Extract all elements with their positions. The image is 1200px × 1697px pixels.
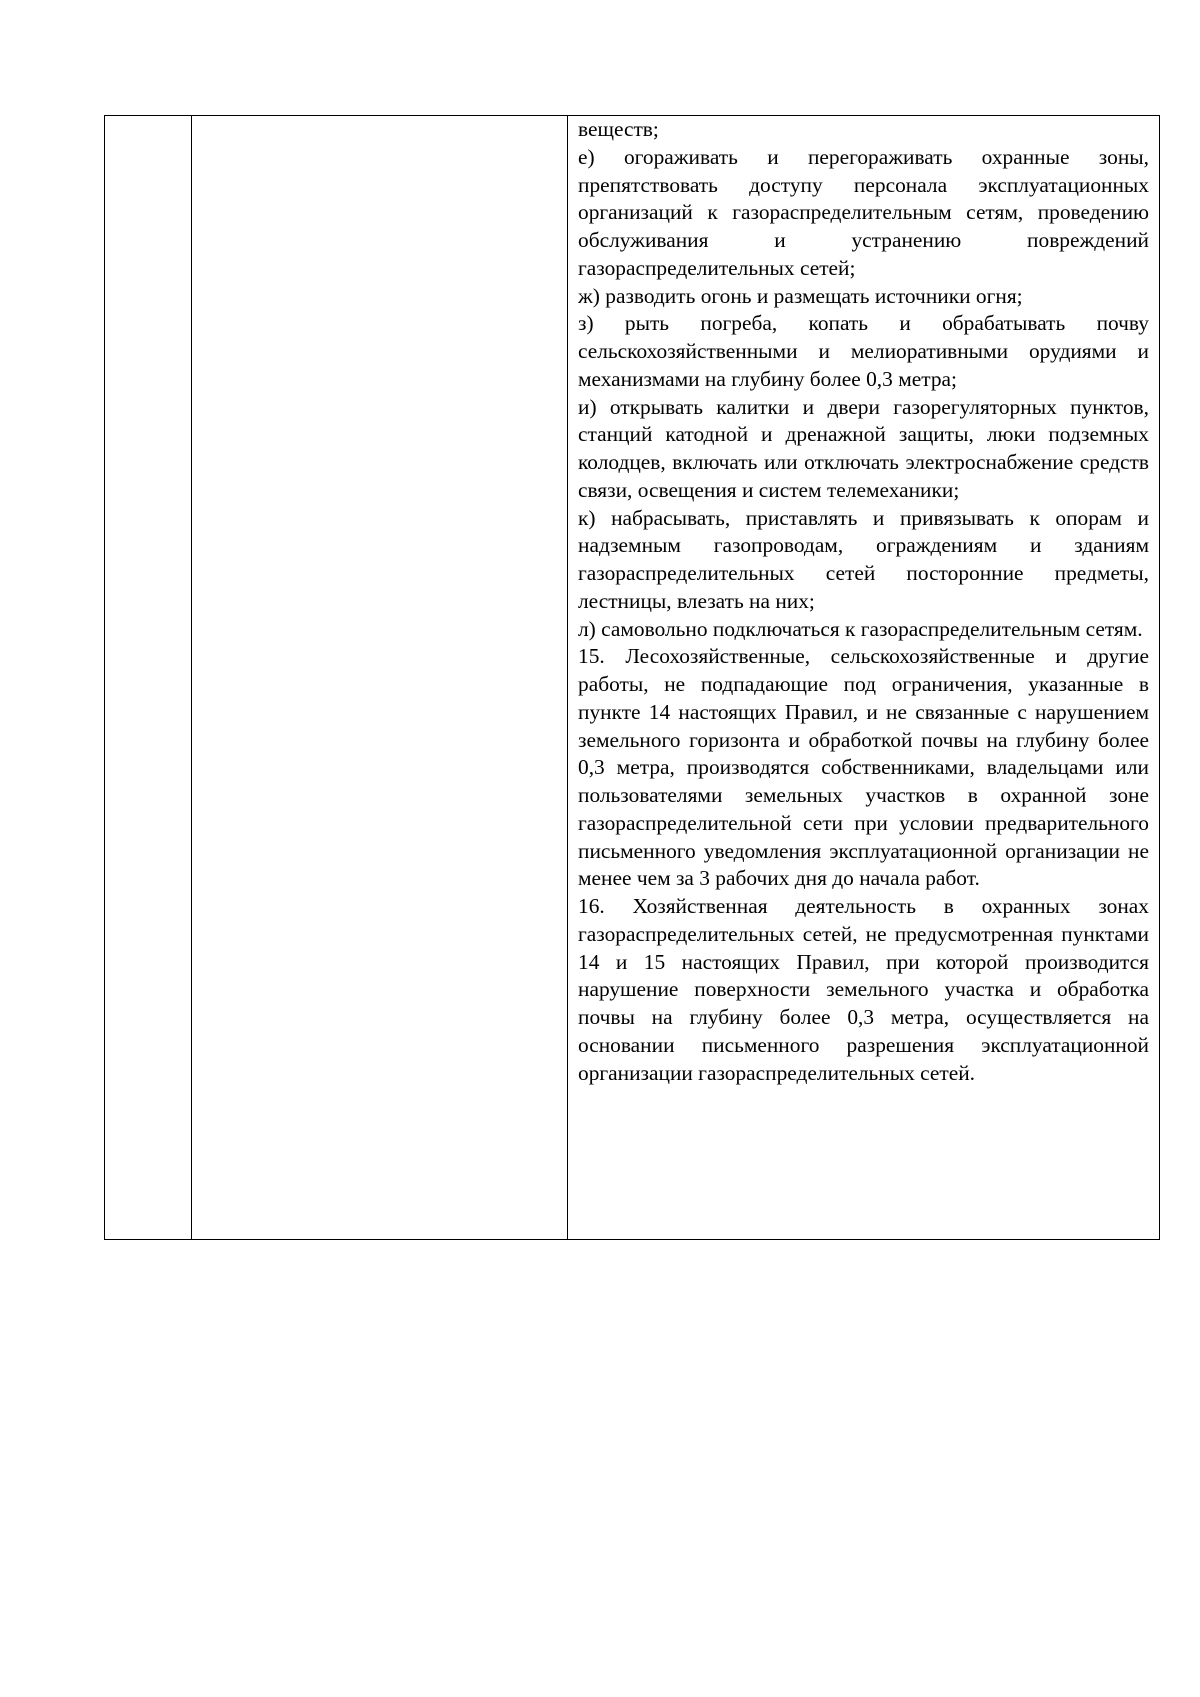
table-cell-content [568,116,1160,1240]
paragraph-item-l: л) самовольно подключаться к газораспределительным сетям. [578,616,1143,641]
paragraph-clause-16: 16. Хозяйственная деятельность в охранных зонах газораспределительных сетей, не предусмотренная пунктами 14 и 15 настоящих Правил, при которой производится нарушение поверхности земельного участка и обработка почвы на глубину более 0,3 метра, осуществляется на основании письменного разрешения эксплуатационной организации газораспределительных сетей. [578,894,1149,1085]
table-cell-number [105,116,192,1240]
table-row [105,116,1160,1240]
paragraph-item-zh: ж) разводить огонь и размещать источники огня; [578,283,1023,308]
paragraph-item-i: и) открывать калитки и двери газорегуляторных пунктов, станций катодной и дренажной защиты, люки подземных колодцев, включать или отключать электроснабжение средств связи, освещения и систем телемеханики; [578,394,1149,502]
document-table [104,115,1160,1240]
paragraph-continuation: веществ; [578,117,659,141]
paragraph-clause-15: 15. Лесохозяйственные, сельскохозяйственные и другие работы, не подпадающие под ограничения, указанные в пункте 14 настоящих Правил, и не связанные с нарушением земельного горизонта и обработкой почвы на глубину более 0,3 метра, производятся собственниками, владельцами или пользователями земельных участков в охранной зоне газораспределительной сети при условии предварительного письменного уведомления эксплуатационной организации не менее чем за 3 рабочих дня до начала работ. [578,644,1149,891]
cell-content-text [568,116,1159,1087]
paragraph-item-z: з) рыть погреба, копать и обрабатывать почву сельскохозяйственными и мелиоративными орудиями и механизмами на глубину более 0,3 метра; [578,311,1149,391]
table-cell-title [192,116,568,1240]
paragraph-item-k: к) набрасывать, приставлять и привязывать к опорам и надземным газопроводам, ограждениям и зданиям газораспределительных сетей посторонние предметы, лестницы, влезать на них; [578,505,1149,613]
paragraph-item-e: е) огораживать и перегораживать охранные зоны, препятствовать доступу персонала эксплуатационных организаций к газораспределительным сетям, проведению обслуживания и устранению повреждений газораспределительных сетей; [578,144,1149,280]
